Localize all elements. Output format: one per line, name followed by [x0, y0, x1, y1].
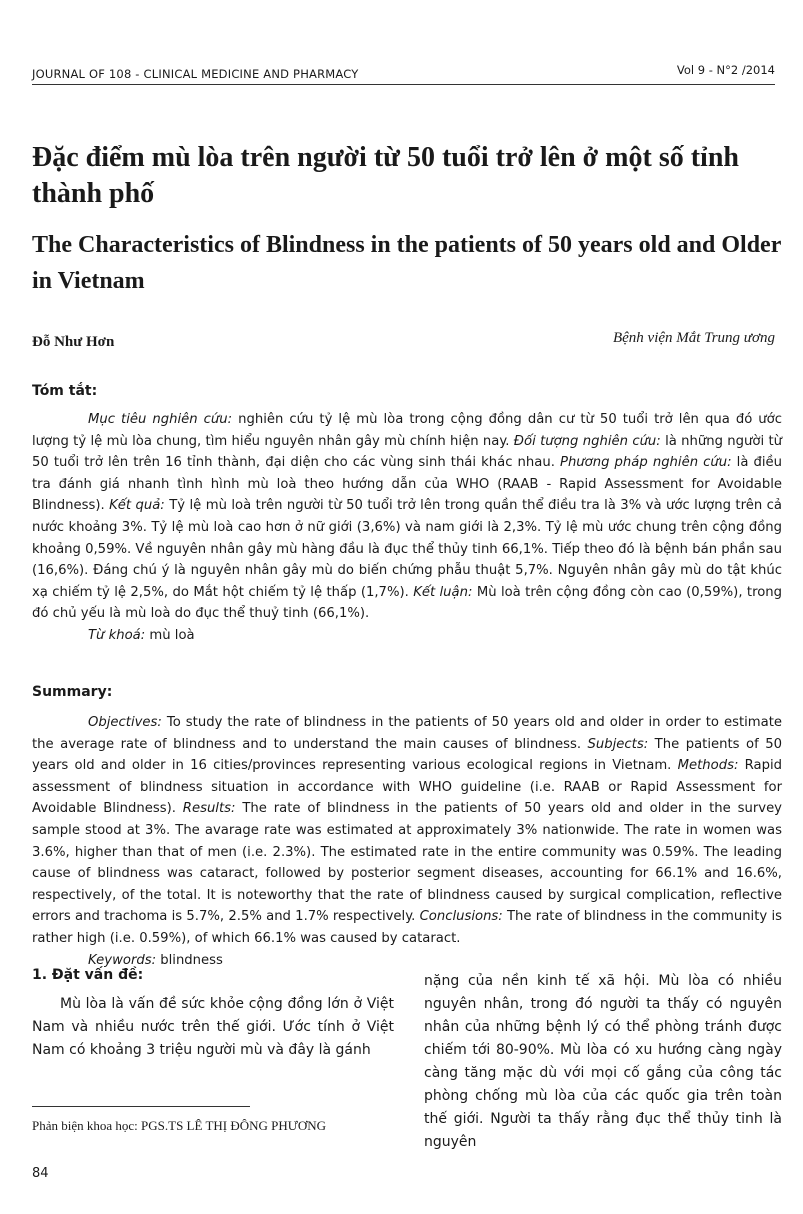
reviewer-footnote: Phản biện khoa học: PGS.TS LÊ THỊ ĐÔNG PHƯƠNG: [32, 1118, 327, 1133]
keywords-text-en: blindness: [156, 952, 223, 968]
header-rule: [32, 84, 775, 85]
body-left-column: [32, 964, 394, 1062]
journal-name: JOURNAL OF 108 - CLINICAL MEDICINE AND PHARMACY: [32, 67, 359, 81]
keywords-label-en: Keywords:: [88, 952, 157, 968]
body-right-column: nặng của nền kinh tế xã hội. Mù lòa có nhiều nguyên nhân, trong đó người ta thấy có nguyên nhân của những bệnh lý có thể phòng tránh được chiếm tới 80-90%. Mù lòa có xu hướng càng ngày càng tăng mặc dù với mọi cố gắng của công tác phòng chống mù lòa của các quốc gia trên toàn thế giới. Người ta thấy rằng đục thể thủy tinh là nguyên: [424, 973, 782, 1150]
abstract-en-paragraph: [32, 712, 782, 950]
subjects-label-vi: Đối tượng nghiên cứu:: [513, 433, 661, 449]
objective-label-en: Objectives:: [88, 715, 162, 730]
volume-issue: Vol 9 - N°2 /2014: [676, 63, 775, 77]
article-title-vietnamese: Đặc điểm mù lòa trên người từ 50 tuổi trở lên ở một số tỉnh thành phố: [32, 142, 739, 209]
article-title-english: The Characteristics of Blindness in the patients of 50 years old and Older in Vietnam: [32, 232, 781, 294]
keywords-label-vi: Từ khoá:: [88, 627, 146, 643]
subjects-text-en: The patients of 50 years old and older in 16 cities/provinces representing various ecological regions in Vietnam.: [32, 736, 782, 774]
section-heading-introduction: 1. Đặt vấn đề:: [32, 967, 144, 983]
abstract-en: [32, 712, 782, 971]
results-label-vi: Kết quả:: [109, 498, 165, 514]
results-text-vi: Tỷ lệ mù loà trên người từ 50 tuổi trở lên trong quần thể điều tra là 3% và ước lượng trên cả nước khoảng 3%. Tỷ lệ mù loà cao hơn ở nữ giới (3,6%) và nam giới là 2,3%. Tỷ lệ mù ước chung trên cộng đồng khoảng 0,59%. Về nguyên nhân gây mù hàng đầu là đục thể thủy tinh 66,1%. Tiếp theo đó là bệnh bán phần sau (16,6%). Đáng chú ý là nguyên nhân gây mù do biến chứng phẫu thuật 5,7%. Nguyên nhân gây mù do tật khúc xạ chiếm tỷ lệ 2,5%, do Mắt hột chiếm tỷ lệ thấp (1,7%).: [32, 498, 782, 600]
objective-text-en: To study the rate of blindness in the patients of 50 years old and older in order to estimate the average rate of blindness and to understand the main causes of blindness.: [32, 715, 782, 752]
methods-label-vi: Phương pháp nghiên cứu:: [560, 455, 732, 471]
author-affiliation: Bệnh viện Mắt Trung ương: [612, 330, 775, 346]
results-label-en: Results:: [182, 801, 236, 817]
subjects-label-en: Subjects:: [587, 736, 649, 752]
conclusion-label-en: Conclusions:: [419, 909, 503, 925]
abstract-vi: [32, 409, 782, 647]
body-left-paragraph: Mù lòa là vấn đề sức khỏe cộng đồng lớn ở Việt Nam và nhiều nước trên thế giới. Ước tính ở Việt Nam có khoảng 3 triệu người mù và đây là gánh: [32, 996, 394, 1058]
keywords-vi: [32, 625, 782, 647]
objective-text-vi: nghiên cứu tỷ lệ mù lòa trong cộng đồng dân cư từ 50 tuổi trở lên qua đó ước lượng tỷ lệ mù lòa chung, tìm hiểu nguyên nhân gây mù chính hiện nay.: [32, 412, 782, 449]
conclusion-label-vi: Kết luận:: [413, 584, 473, 600]
abstract-en-heading: Summary:: [32, 684, 113, 700]
conclusion-text-vi: Mù loà trên cộng đồng còn cao (0,59%), trong đó chủ yếu là mù loà do đục thể thuỷ tinh (66,1%).: [32, 584, 782, 622]
author-name: Đỗ Như Hơn: [32, 334, 115, 350]
conclusion-text-en: The rate of blindness in the community is rather high (i.e. 0.59%), of which 66.1% was caused by cataract.: [32, 909, 782, 946]
abstract-vi-heading: Tóm tắt:: [32, 383, 98, 399]
page-number: 84: [32, 1166, 49, 1181]
footnote-rule: [32, 1106, 250, 1107]
methods-text-vi: là điều tra đánh giá nhanh tình hình mù loà theo hướng dẫn của WHO (RAAB - Rapid Assessment for Avoidable Blindness).: [32, 455, 782, 514]
keywords-text-vi: mù loà: [145, 627, 195, 643]
methods-label-en: Methods:: [677, 758, 739, 774]
subjects-text-vi: là những người từ 50 tuổi trở lên trên 16 tỉnh thành, đại diện cho các vùng sinh thái khác nhau.: [32, 433, 782, 471]
objective-label-vi: Mục tiêu nghiên cứu:: [88, 412, 233, 427]
methods-text-en: Rapid assessment of blindness situation in accordance with WHO guideline (i.e. RAAB or Rapid Assessment for Avoidable Blindness).: [32, 758, 782, 817]
abstract-vi-paragraph: [32, 409, 782, 625]
results-text-en: The rate of blindness in the patients of 50 years old and older in the survey sample stood at 3%. The avarage rate was estimated at approximately 3% nationwide. The rate in women was 3.6%, higher than that of men (i.e. 2.3%). The estimated rate in the entire community was 0.59%. The leading cause of blindness was cataract, followed by posterior segment diseases, accounting for 66.1% and 16.6%, respectively, of the total. It is noteworthy that the rate of blindness caused by surgical complication, reflective errors and trachoma is 5.7%, 2.5% and 1.7% respectively.: [32, 801, 782, 925]
